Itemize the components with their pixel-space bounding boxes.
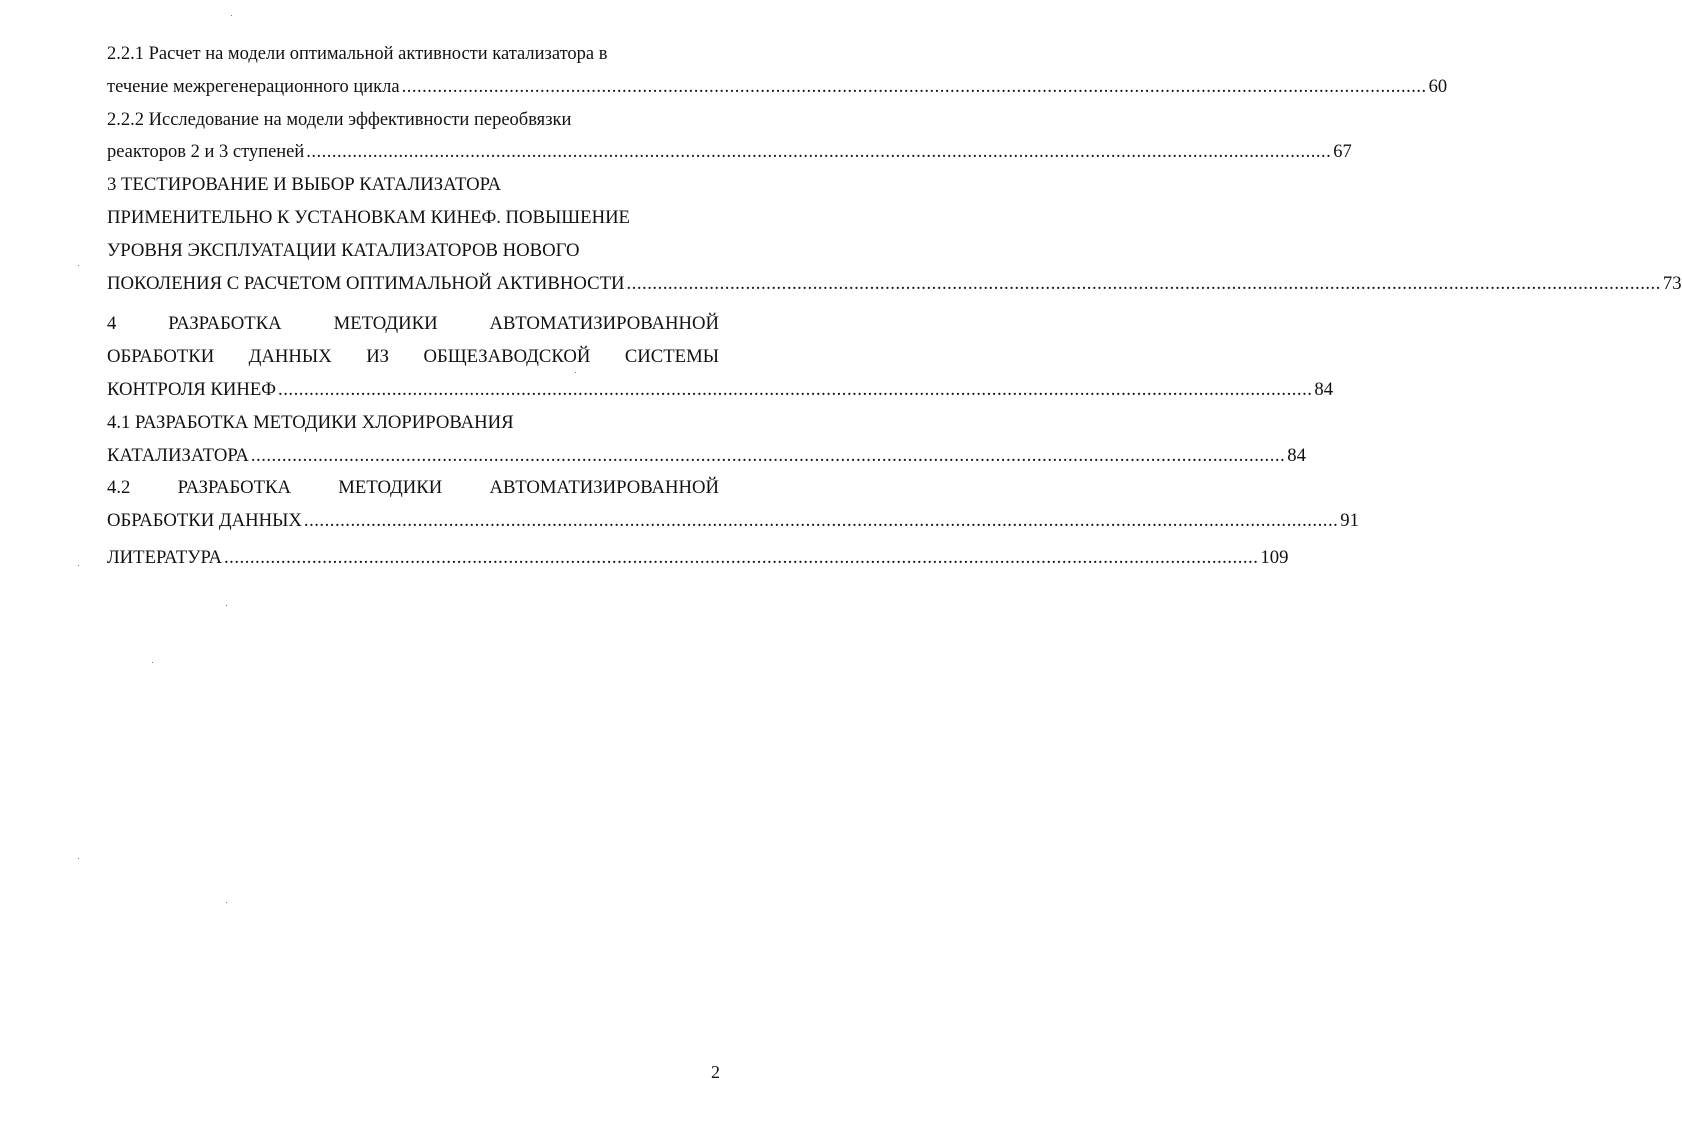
scan-speck (152, 662, 153, 663)
toc-entry-title-end: КОНТРОЛЯ КИНЕФ (107, 378, 277, 400)
toc-entry-title-line: ПРИМЕНИТЕЛЬНО К УСТАНОВКАМ КИНЕФ. ПОВЫШЕНИЕ (107, 206, 630, 228)
toc-page-number: 91 (1340, 510, 1359, 532)
scan-speck (231, 15, 232, 16)
scan-speck (78, 265, 79, 266)
toc-page-number: 84 (1287, 444, 1306, 466)
toc-page-number: 84 (1314, 378, 1334, 400)
scan-speck (575, 372, 576, 373)
toc-entry-last-line (107, 374, 1334, 407)
toc-entry-last-line (107, 542, 1289, 575)
toc-entry-title-line: 4.1 РАЗРАБОТКА МЕТОДИКИ ХЛОРИРОВАНИЯ (107, 411, 514, 433)
toc-entry-title-line: 2.2.2 Исследование на модели эффективности переобвязки (107, 109, 572, 130)
dot-leader: ........................................................................................................................................................................................................ (303, 510, 1339, 532)
toc-page-number: 109 (1260, 546, 1289, 568)
scan-speck (78, 858, 79, 859)
toc-entry-title-line: 4.2 РАЗРАБОТКА МЕТОДИКИ АВТОМАТИЗИРОВАННОЙ (107, 477, 719, 499)
scan-speck (226, 902, 227, 903)
page-number: 2 (711, 1062, 720, 1082)
scan-speck (78, 565, 79, 566)
dot-leader: ........................................................................................................................................................................................................ (224, 546, 1259, 568)
toc-entry-last-line (107, 440, 1306, 473)
dot-leader: ........................................................................................................................................................................................................ (401, 76, 1427, 97)
toc-entry-last-line (107, 136, 1352, 169)
toc-entry-title-end: течение межрегенерационного цикла (107, 76, 400, 97)
toc-entry-last-line (107, 268, 1682, 301)
toc-entry-2-2-2[interactable] (107, 104, 1352, 170)
toc-entry-4-2[interactable] (107, 472, 1359, 538)
toc-entry-2-2-1[interactable] (107, 38, 1448, 104)
toc-page-number: 60 (1428, 76, 1448, 97)
dot-leader: ........................................................................................................................................................................................................ (250, 444, 1286, 466)
toc-entry-title-line: УРОВНЯ ЭКСПЛУАТАЦИИ КАТАЛИЗАТОРОВ НОВОГО (107, 239, 580, 261)
toc-entry-title-end: реакторов 2 и 3 ступеней (107, 142, 305, 163)
dot-leader: ........................................................................................................................................................................................................ (306, 142, 1332, 163)
toc-entry-title-end: КАТАЛИЗАТОРА (107, 444, 249, 466)
table-of-contents (107, 38, 1682, 575)
toc-entry-last-line (107, 71, 1448, 104)
toc-entry-title-line: 3 ТЕСТИРОВАНИЕ И ВЫБОР КАТАЛИЗАТОРА (107, 174, 502, 196)
toc-page-number: 67 (1333, 142, 1352, 163)
toc-entry-title-line: 4 РАЗРАБОТКА МЕТОДИКИ АВТОМАТИЗИРОВАННОЙ (107, 313, 719, 335)
dot-leader: ........................................................................................................................................................................................................ (626, 272, 1661, 294)
toc-entry-title-end: ЛИТЕРАТУРА (107, 546, 222, 568)
toc-entry-title-line: ОБРАБОТКИ ДАННЫХ ИЗ ОБЩЕЗАВОДСКОЙ СИСТЕМЫ (107, 346, 719, 368)
toc-entry-title-line: 2.2.1 Расчет на модели оптимальной активности катализатора в (107, 44, 608, 64)
toc-entry-literature[interactable] (107, 542, 1289, 575)
dot-leader: ........................................................................................................................................................................................................ (278, 378, 1313, 400)
toc-entry-4-1[interactable] (107, 407, 1306, 473)
scan-speck (226, 605, 227, 606)
toc-entry-4[interactable] (107, 308, 1334, 406)
toc-entry-last-line (107, 505, 1359, 538)
toc-entry-title-end: ПОКОЛЕНИЯ С РАСЧЕТОМ ОПТИМАЛЬНОЙ АКТИВНОСТИ (107, 272, 625, 294)
toc-page-number: 73 (1662, 272, 1682, 294)
toc-entry-title-end: ОБРАБОТКИ ДАННЫХ (107, 510, 302, 532)
toc-entry-3[interactable] (107, 169, 1682, 300)
